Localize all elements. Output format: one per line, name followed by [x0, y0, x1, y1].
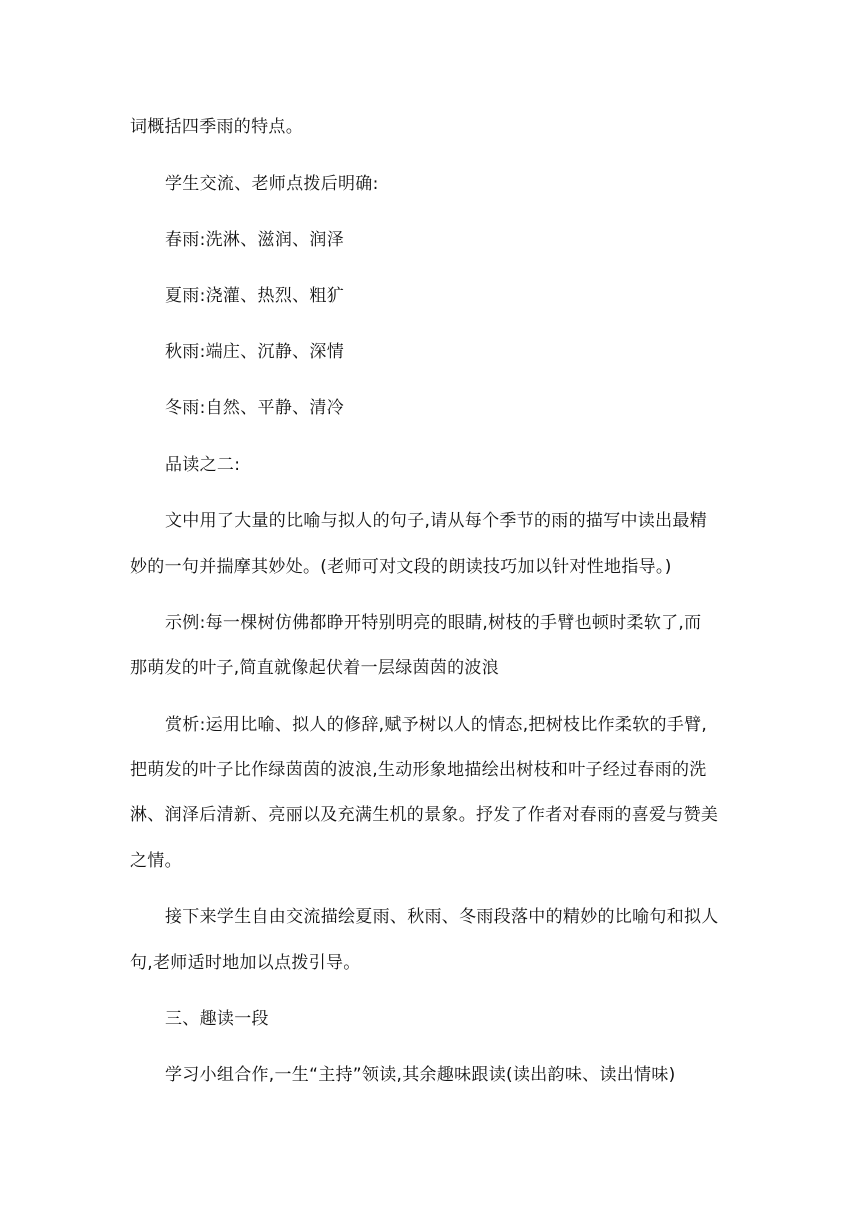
text-line: 冬雨:自然、平静、清冷	[165, 398, 345, 418]
text-line: 春雨:洗淋、滋润、润泽	[165, 230, 345, 250]
text-line: 学习小组合作,一生“主持”领读,其余趣味跟读(读出韵味、读出情味)	[165, 1065, 676, 1085]
text-line: 夏雨:浇灌、热烈、粗犷	[165, 286, 345, 306]
text-line: 赏析:运用比喻、拟人的修辞,赋予树以人的情态,把树枝比作柔软的手臂,	[165, 715, 708, 735]
text-line: 淋、润泽后清新、亮丽以及充满生机的景象。抒发了作者对春雨的喜爱与赞美	[130, 805, 719, 825]
text-line: 秋雨:端庄、沉静、深情	[165, 342, 345, 362]
text-line: 那萌发的叶子,简直就像起伏着一层绿茵茵的波浪	[130, 658, 500, 678]
text-line: 示例:每一棵树仿佛都睁开特别明亮的眼睛,树枝的手臂也顿时柔软了,而	[165, 613, 702, 633]
text-line: 文中用了大量的比喻与拟人的句子,请从每个季节的雨的描写中读出最精	[165, 511, 708, 531]
text-line: 妙的一句并揣摩其妙处。(老师可对文段的朗读技巧加以针对性地指导。)	[130, 557, 672, 577]
text-line: 词概括四季雨的特点。	[130, 117, 303, 137]
text-line: 之情。	[130, 851, 182, 871]
text-line: 接下来学生自由交流描绘夏雨、秋雨、冬雨段落中的精妙的比喻句和拟人	[165, 907, 719, 927]
text-line: 句,老师适时地加以点拨引导。	[130, 953, 361, 973]
text-line: 把萌发的叶子比作绿茵茵的波浪,生动形象地描绘出树枝和叶子经过春雨的洗	[130, 760, 707, 780]
text-line: 学生交流、老师点拨后明确:	[165, 174, 379, 194]
section-heading: 三、趣读一段	[165, 1009, 269, 1029]
section-heading: 品读之二:	[165, 455, 241, 475]
